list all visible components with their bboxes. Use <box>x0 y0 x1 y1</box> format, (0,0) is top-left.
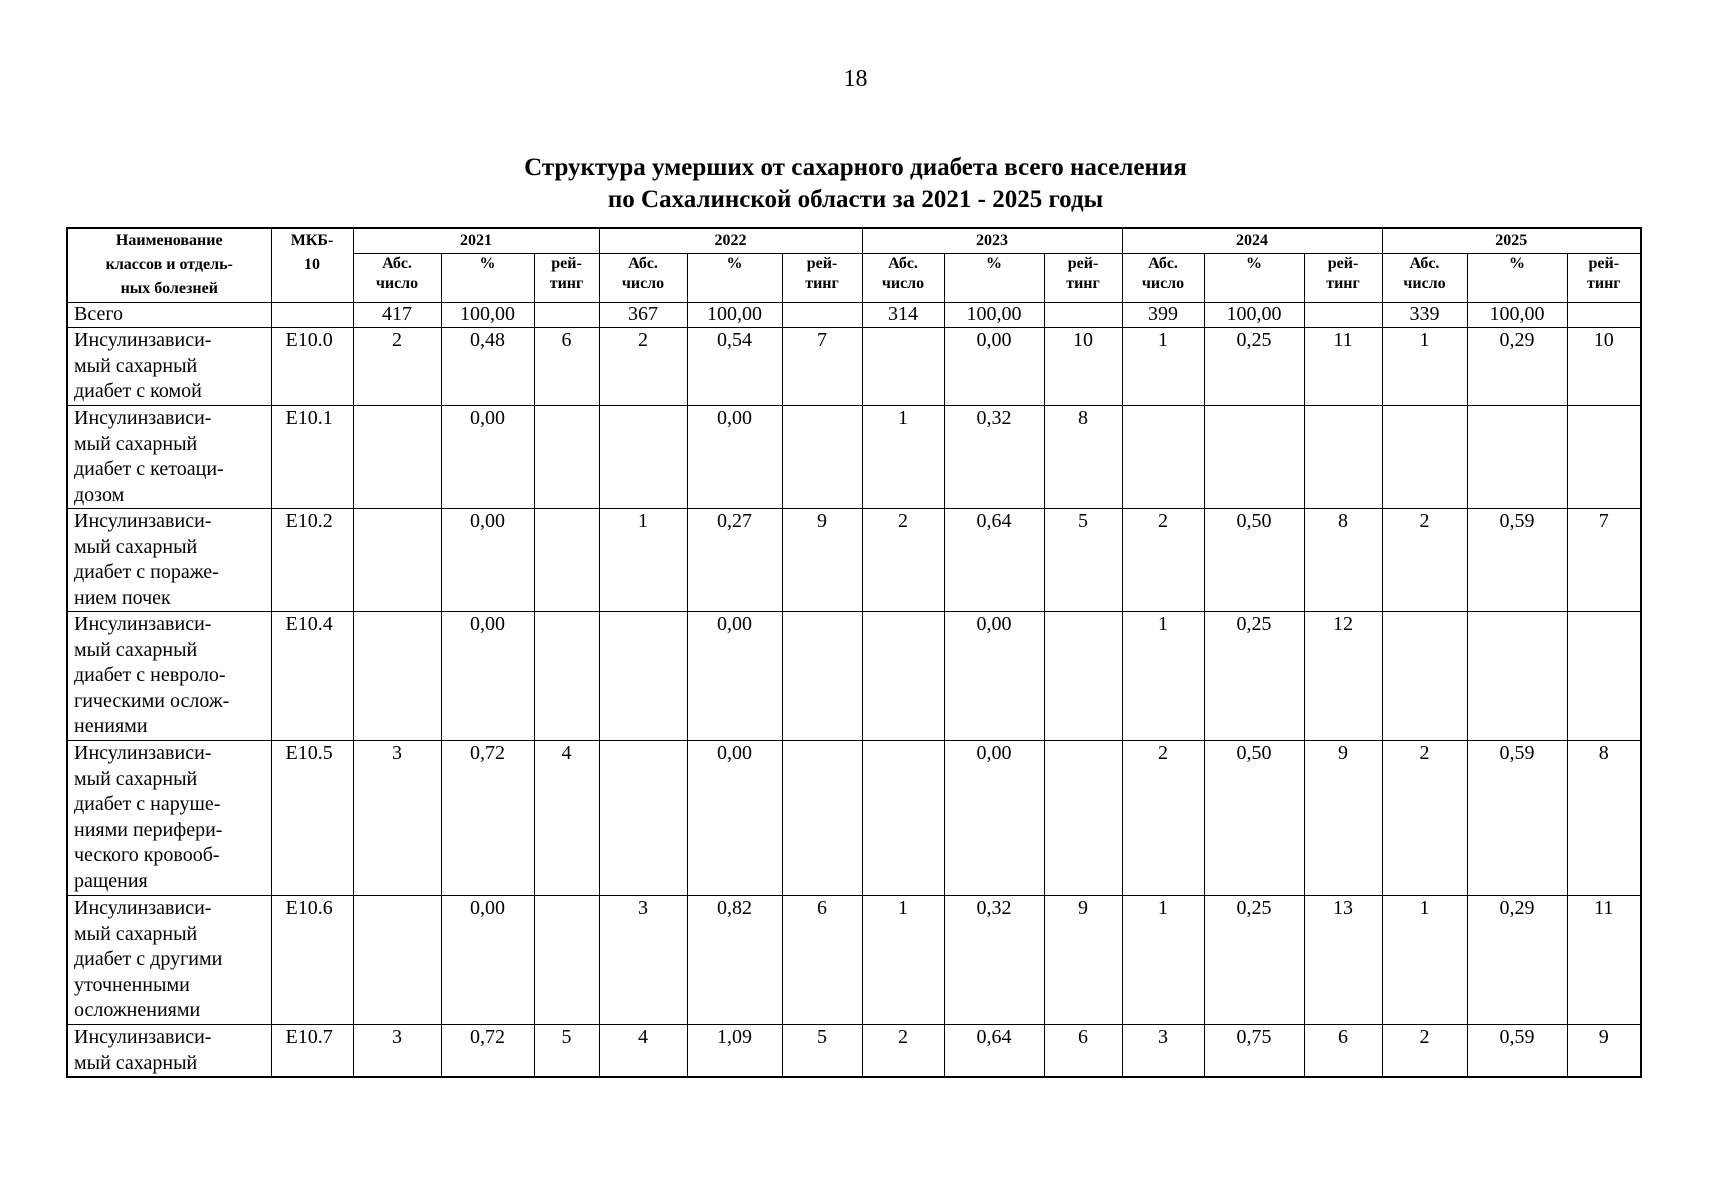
table-cell <box>1304 303 1382 328</box>
row-name-line: Инсулинзависи- <box>74 407 212 429</box>
row-name: Всего <box>67 303 271 328</box>
row-name-line: осложнениями <box>74 999 201 1021</box>
table-cell: 1 <box>1122 896 1204 1025</box>
table-cell: 0,48 <box>441 328 534 406</box>
header-rank-line: тинг <box>1326 275 1360 292</box>
table-cell: 0,00 <box>687 612 782 741</box>
table-cell: 0,00 <box>441 896 534 1025</box>
header-percent: % <box>1467 254 1567 303</box>
table-row-total <box>67 303 1641 328</box>
header-rank-line: рей- <box>1588 255 1620 272</box>
table-cell: 0,29 <box>1467 896 1567 1025</box>
row-name-line: Инсулинзависи- <box>74 510 212 532</box>
row-name <box>67 1025 271 1078</box>
header-abs-line: число <box>881 275 925 292</box>
header-abs <box>599 254 687 303</box>
table-cell: 1 <box>1382 896 1467 1025</box>
row-name-line: уточненными <box>74 973 190 996</box>
table-row <box>67 896 1641 1025</box>
header-abs-line: Абс. <box>382 255 412 272</box>
row-name-line: диабет с невроло- <box>74 664 226 686</box>
table-cell <box>1567 303 1641 328</box>
table-cell: 0,75 <box>1204 1025 1304 1078</box>
table-cell: 0,64 <box>944 1025 1044 1078</box>
header-code <box>271 228 353 303</box>
table-cell: 0,25 <box>1204 612 1304 741</box>
table-cell: 314 <box>862 303 944 328</box>
header-abs <box>1122 254 1204 303</box>
table-cell: 5 <box>534 1025 599 1078</box>
table-cell: 2 <box>1382 509 1467 612</box>
header-abs <box>353 254 441 303</box>
header-abs <box>1382 254 1467 303</box>
table-cell: 9 <box>782 509 862 612</box>
table-cell: 1 <box>862 896 944 1025</box>
table-cell: 6 <box>1304 1025 1382 1078</box>
row-name-line: мый сахарный <box>74 767 198 790</box>
header-rank <box>1567 254 1641 303</box>
header-percent: % <box>687 254 782 303</box>
table-cell: 0,64 <box>944 509 1044 612</box>
table-cell: 0,50 <box>1204 741 1304 896</box>
row-name-line: Инсулинзависи- <box>74 329 212 351</box>
table-cell: 8 <box>1304 509 1382 612</box>
table-cell: 0,54 <box>687 328 782 406</box>
header-row-years <box>67 228 1641 254</box>
table-cell: 0,32 <box>944 406 1044 509</box>
header-name <box>67 228 271 303</box>
table-cell: 0,00 <box>944 328 1044 406</box>
table-cell: 0,00 <box>944 612 1044 741</box>
row-name-line: ческого кровооб- <box>74 844 220 866</box>
table-cell: 8 <box>1044 406 1122 509</box>
table-cell: 10 <box>1044 328 1122 406</box>
table-row <box>67 1025 1641 1078</box>
header-rank-line: рей- <box>806 255 838 272</box>
row-code: E10.4 <box>271 612 353 741</box>
table-cell: 11 <box>1567 896 1641 1025</box>
table-cell <box>534 896 599 1025</box>
header-year: 2022 <box>599 228 862 254</box>
mortality-table <box>66 227 1642 1078</box>
row-name-line: ниями перифери- <box>74 818 223 841</box>
row-name-line: мый сахарный <box>74 432 198 455</box>
table-cell <box>1122 406 1204 509</box>
table-cell <box>782 303 862 328</box>
table-cell: 0,82 <box>687 896 782 1025</box>
row-name-line: Инсулинзависи- <box>74 1026 212 1048</box>
table-cell <box>534 612 599 741</box>
table-cell: 3 <box>599 896 687 1025</box>
row-name-line: дозом <box>74 483 125 506</box>
table-cell <box>1567 406 1641 509</box>
row-name-line: диабет с пораже- <box>74 561 219 583</box>
table-cell <box>1044 741 1122 896</box>
table-cell <box>353 896 441 1025</box>
row-name <box>67 896 271 1025</box>
table-row <box>67 406 1641 509</box>
header-abs-line: Абс. <box>1148 255 1178 272</box>
header-year: 2024 <box>1122 228 1382 254</box>
table-cell <box>534 509 599 612</box>
table-cell <box>862 612 944 741</box>
title-line-1: Структура умерших от сахарного диабета всего населения <box>524 154 1187 181</box>
table-cell: 1 <box>1122 328 1204 406</box>
table-cell: 1,09 <box>687 1025 782 1078</box>
table-row <box>67 328 1641 406</box>
header-code-line: 10 <box>304 256 320 273</box>
header-abs <box>862 254 944 303</box>
table-cell: 2 <box>862 509 944 612</box>
table-cell: 0,00 <box>687 741 782 896</box>
table-cell: 399 <box>1122 303 1204 328</box>
row-name-line: мый сахарный <box>74 638 198 661</box>
row-name-line: Инсулинзависи- <box>74 897 212 919</box>
table-cell: 417 <box>353 303 441 328</box>
header-abs-line: число <box>1403 275 1446 292</box>
table-cell <box>1567 612 1641 741</box>
header-code-line: МКБ- <box>290 232 334 249</box>
table-cell <box>1382 406 1467 509</box>
table-cell: 12 <box>1304 612 1382 741</box>
header-name-line: ных болезней <box>120 280 218 297</box>
table-cell <box>534 406 599 509</box>
table-cell: 0,00 <box>944 741 1044 896</box>
table-cell: 100,00 <box>1467 303 1567 328</box>
table-cell <box>782 406 862 509</box>
header-rank-line: тинг <box>1586 275 1621 292</box>
table-cell: 2 <box>862 1025 944 1078</box>
page-number: 18 <box>843 66 868 92</box>
table-cell: 2 <box>599 328 687 406</box>
table-cell: 3 <box>353 1025 441 1078</box>
table-cell <box>353 612 441 741</box>
table-cell: 9 <box>1567 1025 1641 1078</box>
table-cell <box>1044 303 1122 328</box>
row-name <box>67 406 271 509</box>
table-cell: 367 <box>599 303 687 328</box>
table-cell: 2 <box>1382 1025 1467 1078</box>
header-rank <box>534 254 599 303</box>
table-cell <box>1382 612 1467 741</box>
row-name-line: диабет с другими <box>74 948 223 970</box>
header-year: 2021 <box>353 228 599 254</box>
row-name-line: диабет с кетоаци- <box>74 458 224 480</box>
table-cell: 0,29 <box>1467 328 1567 406</box>
header-rank <box>1044 254 1122 303</box>
table-cell: 0,59 <box>1467 741 1567 896</box>
table-cell: 1 <box>862 406 944 509</box>
header-rank <box>1304 254 1382 303</box>
table-cell <box>1304 406 1382 509</box>
table-cell: 1 <box>1382 328 1467 406</box>
table-cell: 0,00 <box>441 612 534 741</box>
row-code: E10.7 <box>271 1025 353 1078</box>
table-cell: 0,32 <box>944 896 1044 1025</box>
table-cell: 0,72 <box>441 741 534 896</box>
table-body <box>67 303 1641 1078</box>
document-title <box>0 152 1711 216</box>
row-code: E10.1 <box>271 406 353 509</box>
row-name-line: диабет с наруше- <box>74 793 221 815</box>
header-abs-line: число <box>1141 275 1185 292</box>
table-cell <box>862 741 944 896</box>
header-abs-line: число <box>375 275 419 292</box>
table-cell: 4 <box>599 1025 687 1078</box>
table-cell: 0,25 <box>1204 328 1304 406</box>
table-cell <box>1204 406 1304 509</box>
row-name-line: мый сахарный <box>74 535 198 558</box>
header-year: 2023 <box>862 228 1122 254</box>
table-cell: 5 <box>782 1025 862 1078</box>
header-rank <box>782 254 862 303</box>
header-percent: % <box>944 254 1044 303</box>
header-rank-line: тинг <box>1066 275 1100 292</box>
table-cell: 6 <box>782 896 862 1025</box>
title-line-2: по Сахалинской области за 2021 - 2025 годы <box>607 186 1104 213</box>
row-code: E10.2 <box>271 509 353 612</box>
header-rank-line: рей- <box>551 255 582 272</box>
row-name-line: нениями <box>74 715 148 737</box>
table-cell: 5 <box>1044 509 1122 612</box>
table-cell <box>862 328 944 406</box>
table-cell <box>1467 406 1567 509</box>
row-code: E10.5 <box>271 741 353 896</box>
header-name-line: Наименование <box>115 232 223 249</box>
table-cell: 9 <box>1304 741 1382 896</box>
table-cell: 0,59 <box>1467 1025 1567 1078</box>
table-cell <box>1467 612 1567 741</box>
row-name <box>67 509 271 612</box>
row-code <box>271 303 353 328</box>
table-cell: 2 <box>1382 741 1467 896</box>
table-cell: 11 <box>1304 328 1382 406</box>
row-name-line: мый сахарный <box>74 1051 198 1074</box>
table-cell <box>599 612 687 741</box>
table-cell: 7 <box>1567 509 1641 612</box>
header-rank-line: рей- <box>1067 255 1099 272</box>
table-cell: 3 <box>353 741 441 896</box>
header-abs-line: Абс. <box>888 255 918 272</box>
row-name-line: диабет с комой <box>74 380 202 402</box>
table-cell: 0,25 <box>1204 896 1304 1025</box>
table-cell: 100,00 <box>441 303 534 328</box>
table-cell: 0,00 <box>687 406 782 509</box>
table-cell: 3 <box>1122 1025 1204 1078</box>
header-percent: % <box>441 254 534 303</box>
table-cell: 10 <box>1567 328 1641 406</box>
table-cell <box>353 406 441 509</box>
row-name-line: мый сахарный <box>74 354 198 377</box>
table-cell <box>599 741 687 896</box>
header-year: 2025 <box>1382 228 1641 254</box>
row-name-line: Инсулинзависи- <box>74 613 212 635</box>
row-name <box>67 328 271 406</box>
table-cell <box>534 303 599 328</box>
table-cell: 9 <box>1044 896 1122 1025</box>
row-name-line: нием почек <box>74 586 171 609</box>
table-cell: 1 <box>1122 612 1204 741</box>
table-cell <box>782 612 862 741</box>
table-cell: 6 <box>534 328 599 406</box>
table-cell: 6 <box>1044 1025 1122 1078</box>
row-name <box>67 612 271 741</box>
table-cell: 13 <box>1304 896 1382 1025</box>
table-cell <box>353 509 441 612</box>
table-cell: 4 <box>534 741 599 896</box>
header-rank-line: рей- <box>1327 255 1359 272</box>
row-code: E10.0 <box>271 328 353 406</box>
row-name-line: мый сахарный <box>74 922 198 945</box>
table-cell: 100,00 <box>687 303 782 328</box>
table-row <box>67 509 1641 612</box>
table-cell: 2 <box>353 328 441 406</box>
table-cell <box>782 741 862 896</box>
table-cell: 2 <box>1122 741 1204 896</box>
table-cell: 0,00 <box>441 509 534 612</box>
header-rank-line: тинг <box>549 275 584 292</box>
header-abs-line: Абс. <box>628 255 658 272</box>
table-cell: 1 <box>599 509 687 612</box>
table-cell: 0,72 <box>441 1025 534 1078</box>
header-rank-line: тинг <box>805 275 839 292</box>
table-cell: 8 <box>1567 741 1641 896</box>
row-name-line: Инсулинзависи- <box>74 742 212 764</box>
table-row <box>67 612 1641 741</box>
header-abs-line: Абс. <box>1409 255 1440 272</box>
header-abs-line: число <box>621 275 665 292</box>
table-cell: 7 <box>782 328 862 406</box>
table-cell: 0,59 <box>1467 509 1567 612</box>
header-name-line: классов и отдель- <box>105 256 233 273</box>
table-cell: 339 <box>1382 303 1467 328</box>
row-name <box>67 741 271 896</box>
row-code: E10.6 <box>271 896 353 1025</box>
table-cell <box>1044 612 1122 741</box>
table-cell: 100,00 <box>944 303 1044 328</box>
row-name-line: гическими ослож- <box>74 689 230 712</box>
table-cell: 100,00 <box>1204 303 1304 328</box>
table-cell: 0,27 <box>687 509 782 612</box>
table-row <box>67 741 1641 896</box>
table-cell <box>599 406 687 509</box>
table-cell: 2 <box>1122 509 1204 612</box>
table-cell: 0,50 <box>1204 509 1304 612</box>
row-name-line: ращения <box>74 869 148 892</box>
header-percent: % <box>1204 254 1304 303</box>
table-cell: 0,00 <box>441 406 534 509</box>
